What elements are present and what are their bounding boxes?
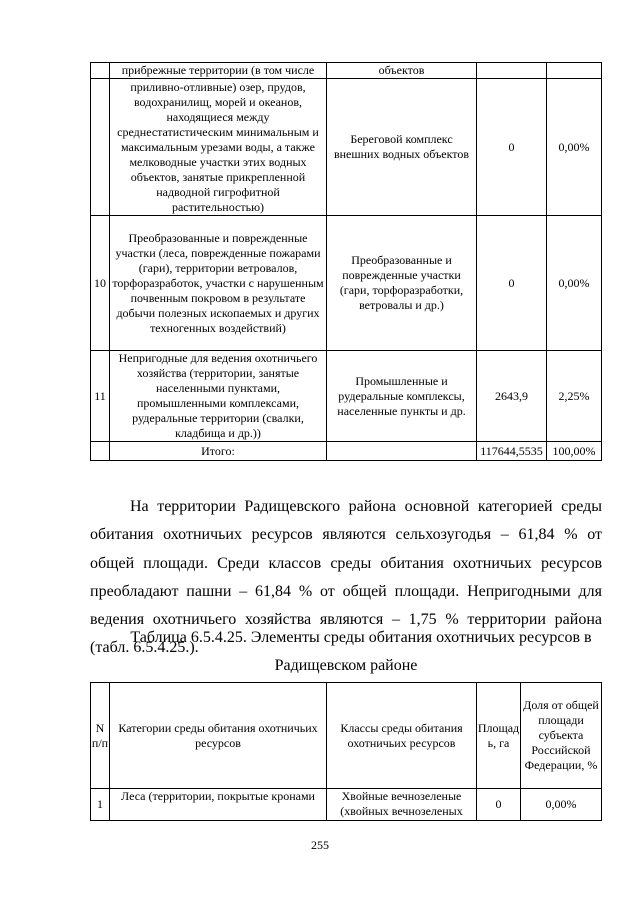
header-number: N п/п [91, 683, 110, 789]
class-cell [327, 442, 477, 461]
share-cell: 2,25% [547, 351, 602, 442]
table-caption: Таблица 6.5.4.25. Элементы среды обитания охотничьих ресурсов в [130, 629, 592, 646]
table-row [91, 216, 602, 351]
hunting-environment-table-continued [90, 62, 602, 461]
share-cell: 0,00% [521, 789, 602, 821]
class-cell: Береговой комплекс внешних водных объектов [327, 79, 477, 216]
area-cell: 0 [477, 789, 521, 821]
table-row [91, 63, 602, 79]
category-cell: Преобразованные и поврежденные участки (леса, поврежденные пожарами (гари), территории ветровалов, торфоразработок, участки с нарушенным почвенным покровом в результате добычи полезных ископаемых и других техногенных воздействий) [110, 216, 327, 351]
header-area: Площадь, га [477, 683, 521, 789]
category-cell: прибрежные территории (в том числе [110, 63, 327, 79]
page-number: 255 [311, 838, 329, 852]
table-row [91, 79, 602, 216]
row-number: 10 [91, 216, 110, 351]
share-cell: 0,00% [547, 79, 602, 216]
row-number: 1 [91, 789, 110, 821]
header-share: Доля от общей площади субъекта Российской Федерации, % [521, 683, 602, 789]
total-share: 100,00% [547, 442, 602, 461]
category-cell: Непригодные для ведения охотничьего хозяйства (территории, занятые населенными пунктами, промышленными комплексами, рудеральные территории (свалки, кладбища и др.)) [110, 351, 327, 442]
table-header-row [91, 683, 602, 789]
total-label: Итого: [110, 442, 327, 461]
table-caption-district: Радищевском районе [274, 657, 418, 674]
area-cell [477, 63, 547, 79]
category-cell: Леса (территории, покрытые кронами [110, 789, 327, 821]
area-cell: 2643,9 [477, 351, 547, 442]
class-cell: Преобразованные и поврежденные участки (гари, торфоразработки, ветровалы и др.) [327, 216, 477, 351]
class-cell: Хвойные вечнозеленые (хвойных вечнозеленых [327, 789, 477, 821]
area-cell: 0 [477, 216, 547, 351]
header-class: Классы среды обитания охотничьих ресурсов [327, 683, 477, 789]
row-number [91, 79, 110, 216]
class-cell: объектов [327, 63, 477, 79]
row-number [91, 442, 110, 461]
share-cell: 0,00% [547, 216, 602, 351]
class-cell: Промышленные и рудеральные комплексы, населенные пункты и др. [327, 351, 477, 442]
total-area: 117644,5535 [477, 442, 547, 461]
category-cell: приливно-отливные) озер, прудов, водохранилищ, морей и океанов, находящиеся между среднестатистическим минимальным и максимальным урезами воды, а также мелководные участки этих водных объектов, занятые прикрепленной надводной гигрофитной растительностью) [110, 79, 327, 216]
share-cell [547, 63, 602, 79]
table-row [91, 789, 602, 821]
table-row [91, 351, 602, 442]
body-paragraph: На территории Радищевского района основной категорией среды обитания охотничьих ресурсов являются сельхозугодья – 61,84 % от общей площади. Среди классов среды обитания охотничьих ресурсов преобладают пашни – 61,84 % от общей площади. Непригодными для ведения охотничьего хозяйства являются – 1,75 % территории района (табл. 6.5.4.25.). [90, 498, 602, 657]
row-number: 11 [91, 351, 110, 442]
total-row [91, 442, 602, 461]
header-category: Категории среды обитания охотничьих ресурсов [110, 683, 327, 789]
row-number [91, 63, 110, 79]
hunting-environment-table [90, 682, 602, 821]
area-cell: 0 [477, 79, 547, 216]
